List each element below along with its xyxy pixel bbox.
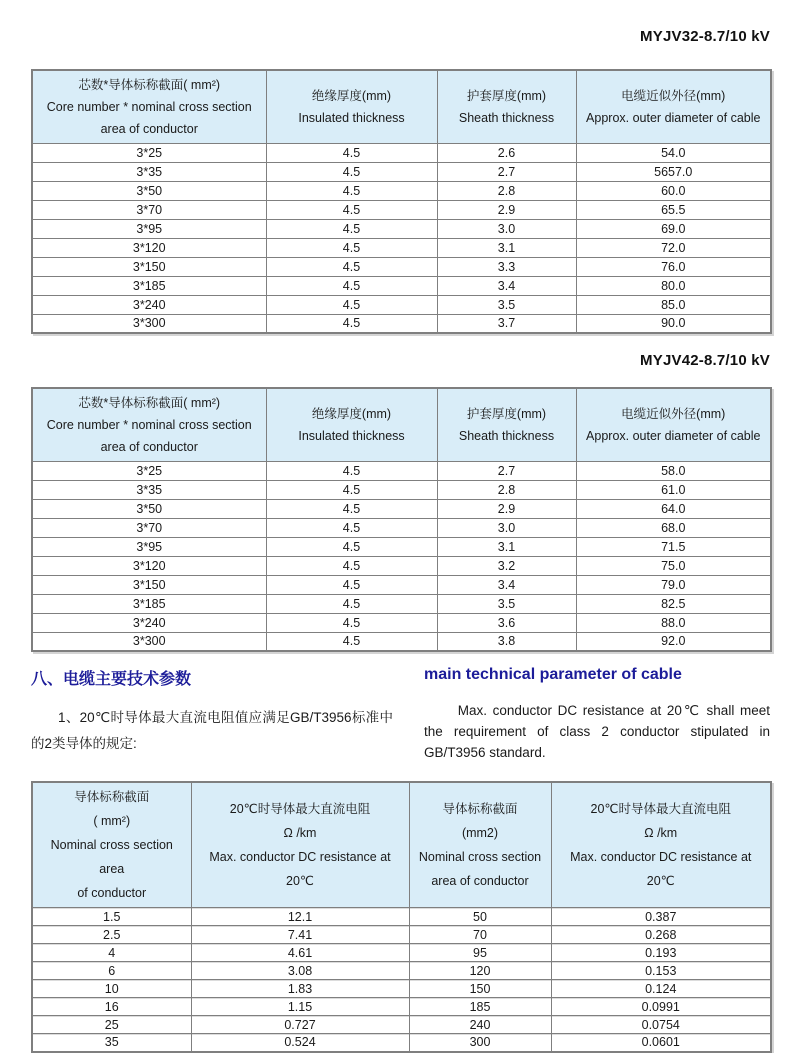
table-cell: 64.0 xyxy=(576,499,771,518)
column-header-outer-diameter xyxy=(576,388,771,461)
table-cell: 4.5 xyxy=(266,518,437,537)
table-cell: 92.0 xyxy=(576,632,771,651)
table-cell: 4.5 xyxy=(266,575,437,594)
table-cell: 10 xyxy=(32,980,191,998)
header-line: Approx. outer diameter of cable xyxy=(586,428,761,443)
table-cell: 2.9 xyxy=(437,499,576,518)
table-cell: 2.7 xyxy=(437,162,576,181)
table-cell: 90.0 xyxy=(576,314,771,333)
table-cell: 0.124 xyxy=(551,980,771,998)
table-cell: 4.5 xyxy=(266,499,437,518)
table-cell: 50 xyxy=(409,908,551,926)
table-cell: 3.5 xyxy=(437,594,576,613)
table-cell: 79.0 xyxy=(576,575,771,594)
table-cell: 3.4 xyxy=(437,276,576,295)
table-cell: 3*300 xyxy=(32,314,266,333)
section-column-en xyxy=(424,666,770,763)
paragraph-zh: 1、20℃时导体最大直流电阻值应满足GB/T3956标准中的2类导体的规定: xyxy=(31,710,393,751)
table-cell: 58.0 xyxy=(576,461,771,480)
table-cell: 4.5 xyxy=(266,314,437,333)
column-header-nominal-section-left xyxy=(32,782,191,908)
table-cell: 4.5 xyxy=(266,181,437,200)
table-cell: 88.0 xyxy=(576,613,771,632)
table-cell: 0.0754 xyxy=(551,1016,771,1034)
header-line: Max. conductor DC resistance at xyxy=(209,850,391,864)
table-cell: 4.5 xyxy=(266,461,437,480)
table-cell: 3*150 xyxy=(32,575,266,594)
table-cell: 80.0 xyxy=(576,276,771,295)
column-header-core-section xyxy=(32,70,266,143)
header-line: 电缆近似外径(mm) xyxy=(621,88,726,103)
table-cell: 75.0 xyxy=(576,556,771,575)
header-line: 护套厚度(mm) xyxy=(466,406,547,421)
column-header-nominal-section-right xyxy=(409,782,551,908)
table-body xyxy=(32,908,771,1052)
table-cell: 35 xyxy=(32,1034,191,1052)
table-row xyxy=(32,980,771,998)
header-line: 绝缘厚度(mm) xyxy=(311,88,392,103)
table-cell: 3.0 xyxy=(437,518,576,537)
header-line: Core number * nominal cross section xyxy=(46,417,252,432)
table-cell: 1.5 xyxy=(32,908,191,926)
table-row xyxy=(32,181,771,200)
header-line: Ω /km xyxy=(283,826,317,840)
table-cell: 185 xyxy=(409,998,551,1016)
table-cell: 3.8 xyxy=(437,632,576,651)
header-line: 芯数*导体标称截面( mm²) xyxy=(78,395,221,410)
table-row xyxy=(32,537,771,556)
table-cell: 71.5 xyxy=(576,537,771,556)
table-cell: 3.08 xyxy=(191,962,409,980)
header-line: 20℃时导体最大直流电阻 xyxy=(590,802,731,816)
table-cell: 65.5 xyxy=(576,200,771,219)
table-row xyxy=(32,518,771,537)
table-cell: 0.387 xyxy=(551,908,771,926)
table-row xyxy=(32,461,771,480)
table-row xyxy=(32,594,771,613)
table-row xyxy=(32,944,771,962)
table-cell: 3*240 xyxy=(32,613,266,632)
table-row xyxy=(32,962,771,980)
header-line: Insulated thickness xyxy=(298,428,405,443)
table-row xyxy=(32,1034,771,1052)
table-cell: 3*120 xyxy=(32,556,266,575)
table-cell: 12.1 xyxy=(191,908,409,926)
dc-resistance-table xyxy=(31,781,772,1053)
header-line: Ω /km xyxy=(644,826,678,840)
table-cell: 95 xyxy=(409,944,551,962)
header-line: Approx. outer diameter of cable xyxy=(586,110,761,125)
table-cell: 4 xyxy=(32,944,191,962)
table-cell: 4.61 xyxy=(191,944,409,962)
paragraph-en: Max. conductor DC resistance at 20℃ shall meet the requirement of class 2 conductor stipulated in GB/T3956 standard. xyxy=(424,703,770,760)
header-row xyxy=(32,782,771,908)
table-cell: 300 xyxy=(409,1034,551,1052)
column-header-sheath-thickness xyxy=(437,70,576,143)
table-cell: 3*120 xyxy=(32,238,266,257)
table-cell: 4.5 xyxy=(266,200,437,219)
table-cell: 4.5 xyxy=(266,556,437,575)
table-cell: 4.5 xyxy=(266,295,437,314)
table-cell: 2.9 xyxy=(437,200,576,219)
table-cell: 4.5 xyxy=(266,276,437,295)
table-row xyxy=(32,556,771,575)
table-cell: 6 xyxy=(32,962,191,980)
table-cell: 3.0 xyxy=(437,219,576,238)
table-cell: 25 xyxy=(32,1016,191,1034)
table-cell: 0.268 xyxy=(551,926,771,944)
table-cell: 3.1 xyxy=(437,537,576,556)
table-cell: 3*95 xyxy=(32,219,266,238)
table-row xyxy=(32,575,771,594)
table-cell: 4.5 xyxy=(266,162,437,181)
header-line: Nominal cross section xyxy=(418,850,542,864)
spec-table-myjv42 xyxy=(31,387,772,652)
table-cell: 0.524 xyxy=(191,1034,409,1052)
table-cell: 7.41 xyxy=(191,926,409,944)
table-cell: 70 xyxy=(409,926,551,944)
header-line: (mm2) xyxy=(461,826,499,840)
table-cell: 2.7 xyxy=(437,461,576,480)
technical-parameters-section xyxy=(31,666,770,763)
table-row xyxy=(32,257,771,276)
section-column-zh xyxy=(31,666,393,763)
table-cell: 3.6 xyxy=(437,613,576,632)
header-line: ( mm²) xyxy=(93,814,131,828)
table-cell: 3*150 xyxy=(32,257,266,276)
table-row xyxy=(32,200,771,219)
header-line: Sheath thickness xyxy=(458,428,555,443)
table-row xyxy=(32,499,771,518)
column-header-max-dc-resistance-left xyxy=(191,782,409,908)
table-cell: 240 xyxy=(409,1016,551,1034)
table-row xyxy=(32,632,771,651)
table-row xyxy=(32,162,771,181)
table-cell: 120 xyxy=(409,962,551,980)
table-row xyxy=(32,295,771,314)
table-cell: 4.5 xyxy=(266,537,437,556)
table-title-myjv42: MYJV42-8.7/10 kV xyxy=(640,352,770,369)
column-header-outer-diameter xyxy=(576,70,771,143)
table-cell: 3.7 xyxy=(437,314,576,333)
table-cell: 2.6 xyxy=(437,143,576,162)
table-cell: 3*70 xyxy=(32,518,266,537)
table-cell: 3*95 xyxy=(32,537,266,556)
header-row xyxy=(32,70,771,143)
header-line: 20℃ xyxy=(286,874,314,888)
header-line: area of conductor xyxy=(100,121,198,136)
table-row xyxy=(32,1016,771,1034)
table-cell: 3.5 xyxy=(437,295,576,314)
table-cell: 3*50 xyxy=(32,499,266,518)
header-line: Core number * nominal cross section xyxy=(46,99,252,114)
table-row xyxy=(32,926,771,944)
table-cell: 4.5 xyxy=(266,613,437,632)
table-cell: 150 xyxy=(409,980,551,998)
header-line: Max. conductor DC resistance at 20℃ xyxy=(570,850,752,888)
table-row xyxy=(32,998,771,1016)
table-row xyxy=(32,613,771,632)
table-cell: 3*240 xyxy=(32,295,266,314)
table-header xyxy=(32,70,771,143)
section-heading-zh: 八、电缆主要技术参数 xyxy=(31,671,192,688)
header-line: area of conductor xyxy=(100,439,198,454)
table-row xyxy=(32,143,771,162)
table-row xyxy=(32,238,771,257)
table-cell: 4.5 xyxy=(266,594,437,613)
table-cell: 1.83 xyxy=(191,980,409,998)
table-cell: 0.193 xyxy=(551,944,771,962)
header-row xyxy=(32,388,771,461)
header-line: Insulated thickness xyxy=(298,110,405,125)
table-cell: 0.727 xyxy=(191,1016,409,1034)
header-line: 护套厚度(mm) xyxy=(466,88,547,103)
table-cell: 61.0 xyxy=(576,480,771,499)
table-cell: 54.0 xyxy=(576,143,771,162)
table-header xyxy=(32,782,771,908)
table-cell: 3.3 xyxy=(437,257,576,276)
table-cell: 3.2 xyxy=(437,556,576,575)
table-row xyxy=(32,480,771,499)
table-cell: 4.5 xyxy=(266,143,437,162)
table-cell: 3*300 xyxy=(32,632,266,651)
table-cell: 1.15 xyxy=(191,998,409,1016)
table-cell: 3*185 xyxy=(32,594,266,613)
column-header-insulated-thickness xyxy=(266,70,437,143)
table-cell: 3.4 xyxy=(437,575,576,594)
table-body xyxy=(32,143,771,333)
table-cell: 4.5 xyxy=(266,238,437,257)
table-cell: 3*25 xyxy=(32,461,266,480)
table-cell: 0.0601 xyxy=(551,1034,771,1052)
table-cell: 3*185 xyxy=(32,276,266,295)
table-cell: 4.5 xyxy=(266,480,437,499)
table-header xyxy=(32,388,771,461)
table-cell: 60.0 xyxy=(576,181,771,200)
header-line: 芯数*导体标称截面( mm²) xyxy=(78,77,221,92)
table-title-myjv32: MYJV32-8.7/10 kV xyxy=(640,28,770,45)
spec-table-myjv32 xyxy=(31,69,772,334)
table-cell: 3*35 xyxy=(32,162,266,181)
column-header-sheath-thickness xyxy=(437,388,576,461)
table-cell: 69.0 xyxy=(576,219,771,238)
table-cell: 85.0 xyxy=(576,295,771,314)
header-line: Nominal cross section area xyxy=(50,838,173,876)
table-cell: 72.0 xyxy=(576,238,771,257)
table-cell: 2.8 xyxy=(437,181,576,200)
table-cell: 3*50 xyxy=(32,181,266,200)
table-cell: 0.153 xyxy=(551,962,771,980)
table-cell: 68.0 xyxy=(576,518,771,537)
table-body xyxy=(32,461,771,651)
section-heading-en: main technical parameter of cable xyxy=(424,666,682,683)
table-cell: 2.8 xyxy=(437,480,576,499)
table-row xyxy=(32,219,771,238)
header-line: 电缆近似外径(mm) xyxy=(621,406,726,421)
table-cell: 82.5 xyxy=(576,594,771,613)
table-cell: 76.0 xyxy=(576,257,771,276)
table-cell: 5657.0 xyxy=(576,162,771,181)
header-line: area of conductor xyxy=(431,874,529,888)
table-cell: 3*25 xyxy=(32,143,266,162)
header-line: 20℃时导体最大直流电阻 xyxy=(229,802,371,816)
table-row xyxy=(32,908,771,926)
header-line: Sheath thickness xyxy=(458,110,555,125)
header-line: 导体标称截面 xyxy=(74,790,150,804)
column-header-max-dc-resistance-right xyxy=(551,782,771,908)
column-header-insulated-thickness xyxy=(266,388,437,461)
table-row xyxy=(32,314,771,333)
table-cell: 2.5 xyxy=(32,926,191,944)
table-cell: 0.0991 xyxy=(551,998,771,1016)
table-cell: 3*35 xyxy=(32,480,266,499)
table-cell: 3*70 xyxy=(32,200,266,219)
table-row xyxy=(32,276,771,295)
dc-resistance-table-wrap xyxy=(31,781,770,1053)
table-cell: 4.5 xyxy=(266,257,437,276)
table-cell: 4.5 xyxy=(266,632,437,651)
table-cell: 4.5 xyxy=(266,219,437,238)
column-header-core-section xyxy=(32,388,266,461)
header-line: 导体标称截面 xyxy=(442,802,518,816)
document-page xyxy=(31,28,770,1053)
table-cell: 3.1 xyxy=(437,238,576,257)
header-line: of conductor xyxy=(77,886,147,900)
header-line: 绝缘厚度(mm) xyxy=(311,406,392,421)
table-cell: 16 xyxy=(32,998,191,1016)
